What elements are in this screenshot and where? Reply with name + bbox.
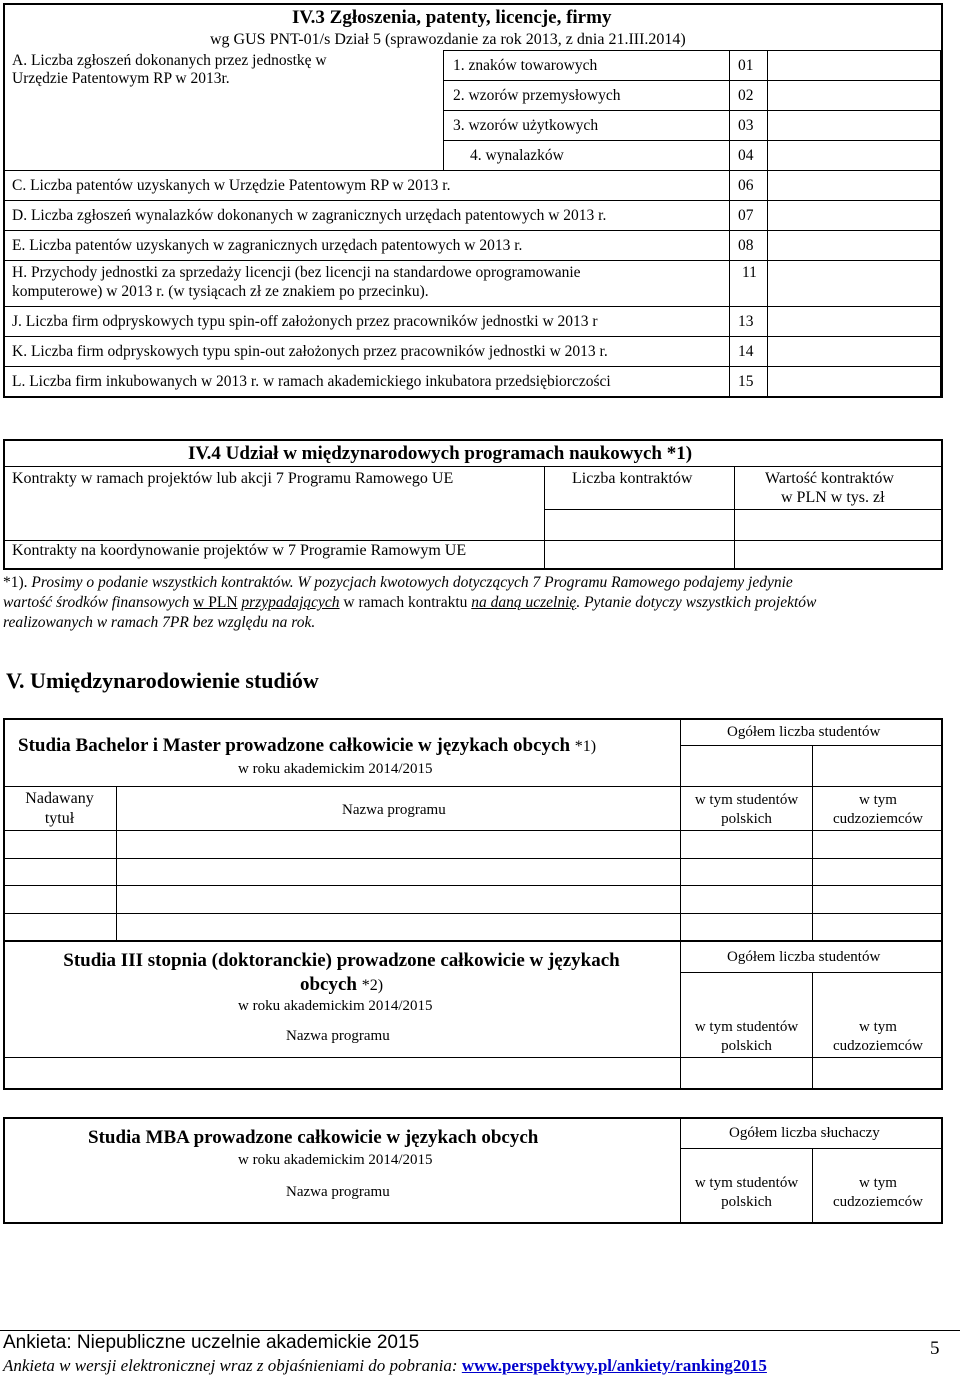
footer-note-text: Ankieta w wersji elektronicznej wraz z objaśnieniami do pobrania: bbox=[3, 1356, 458, 1375]
section-iv3-subtitle: wg GUS PNT-01/s Dział 5 (sprawozdanie za rok 2013, z dnia 21.III.2014) bbox=[210, 31, 686, 48]
t2-col-foreign: w tym bbox=[859, 1019, 897, 1035]
a-item-3-label: 3. wzorów użytkowych bbox=[453, 117, 599, 134]
footer-link[interactable]: www.perspektywy.pl/ankiety/ranking2015 bbox=[461, 1356, 767, 1375]
iv4-row1-value-input[interactable] bbox=[734, 509, 942, 541]
t1-col-polish-2: polskich bbox=[721, 811, 772, 827]
note-text: Prosimy o podanie wszystkich kontraktów. bbox=[31, 574, 294, 591]
iv4-col-value-unit: w PLN w tys. zł bbox=[781, 489, 885, 506]
row-l-input[interactable] bbox=[767, 366, 941, 398]
row-e-label: E. Liczba patentów uzyskanych w zagranicznych urzędach patentowych w 2013 r. bbox=[12, 237, 523, 254]
t3-subtitle: w roku akademickim 2014/2015 bbox=[238, 1152, 433, 1168]
footer-divider bbox=[0, 1330, 960, 1331]
row-e-input[interactable] bbox=[767, 230, 941, 261]
iv4-row1-count-input[interactable] bbox=[544, 509, 735, 541]
note-text: . Pytanie dotyczy wszystkich projektów bbox=[576, 594, 817, 611]
row-l-code: 15 bbox=[738, 373, 754, 390]
t1-subtitle: w roku akademickim 2014/2015 bbox=[238, 761, 433, 777]
row-c-label: C. Liczba patentów uzyskanych w Urzędzie Patentowym RP w 2013 r. bbox=[12, 177, 451, 194]
a-item-2-code: 02 bbox=[738, 87, 754, 104]
divider bbox=[3, 913, 943, 914]
divider bbox=[3, 786, 943, 787]
t2-total-header: Ogółem liczba studentów bbox=[727, 949, 881, 965]
note-text: w ramach kontraktu bbox=[343, 594, 468, 611]
a-item-1-code: 01 bbox=[738, 57, 754, 74]
t1-col-degree-2: tytuł bbox=[44, 810, 75, 827]
iv4-row2-label: Kontrakty na koordynowanie projektów w 7 Programie Ramowym UE bbox=[12, 542, 467, 559]
note-text: przypadających bbox=[241, 594, 340, 611]
t2-title-2 bbox=[3, 974, 680, 997]
row-j-label: J. Liczba firm odpryskowych typu spin-off założonych przez pracowników jednostki w 2013 r bbox=[12, 313, 598, 330]
section-iv3-title: IV.3 Zgłoszenia, patenty, licencje, firmy bbox=[292, 7, 612, 28]
t3-col-program: Nazwa programu bbox=[286, 1184, 390, 1200]
row-h-code: 11 bbox=[742, 264, 757, 281]
t2-col-program: Nazwa programu bbox=[286, 1028, 390, 1044]
t1-title-mark: *1) bbox=[574, 738, 597, 755]
divider bbox=[3, 466, 943, 467]
t2-col-foreign-2: cudzoziemców bbox=[833, 1038, 923, 1054]
a-item-4-label: 4. wynalazków bbox=[470, 147, 564, 164]
t1-title-text: Studia Bachelor i Master prowadzone całkowicie w językach obcych bbox=[18, 735, 571, 756]
footer-title: Ankieta: Niepubliczne uczelnie akademickie 2015 bbox=[3, 1332, 420, 1353]
row-h-label: H. Przychody jednostki za sprzedaży licencji (bez licencji na standardowe oprogramowanie bbox=[12, 264, 581, 281]
divider bbox=[3, 830, 943, 831]
iv4-row1-label: Kontrakty w ramach projektów lub akcji 7 Programu Ramowego UE bbox=[12, 470, 454, 487]
divider bbox=[3, 1057, 943, 1058]
row-c-input[interactable] bbox=[767, 170, 941, 201]
t3-col-polish: w tym studentów bbox=[694, 1175, 799, 1191]
note-marker: *1). bbox=[3, 574, 28, 591]
row-l-label: L. Liczba firm inkubowanych w 2013 r. w ramach akademickiego inkubatora przedsiębiorczości bbox=[12, 373, 611, 390]
iv4-col-count: Liczba kontraktów bbox=[572, 470, 693, 487]
row-d-label: D. Liczba zgłoszeń wynalazków dokonanych w zagranicznych urzędach patentowych w 2013 r. bbox=[12, 207, 607, 224]
t1-col-polish: w tym studentów bbox=[694, 792, 799, 808]
row-h-label-2: komputerowe) w 2013 r. (w tysiącach zł ze znakiem po przecinku). bbox=[12, 283, 429, 300]
iv4-note bbox=[3, 573, 953, 633]
t3-col-polish-2: polskich bbox=[721, 1194, 772, 1210]
row-d-input[interactable] bbox=[767, 200, 941, 231]
a-item-4-code: 04 bbox=[738, 147, 754, 164]
t2-title-text: obcych bbox=[299, 974, 357, 995]
item-a-label: A. Liczba zgłoszeń dokonanych przez jednostkę w bbox=[12, 52, 327, 69]
row-h-input[interactable] bbox=[767, 260, 941, 307]
footer-note bbox=[3, 1356, 767, 1376]
divider bbox=[680, 942, 681, 1090]
note-text: W pozycjach kwotowych dotyczących 7 Programu Ramowego podajemy jedynie bbox=[297, 574, 793, 591]
t2-col-polish-2: polskich bbox=[721, 1038, 772, 1054]
item-a-label-2: Urzędzie Patentowym RP w 2013r. bbox=[12, 70, 230, 87]
t3-col-foreign: w tym bbox=[859, 1175, 897, 1191]
iv4-col-value: Wartość kontraktów bbox=[765, 470, 894, 487]
a-item-3-input[interactable] bbox=[767, 110, 941, 141]
a-item-1-input[interactable] bbox=[767, 50, 941, 81]
divider bbox=[3, 540, 545, 541]
section-v-title: V. Umiędzynarodowienie studiów bbox=[6, 668, 319, 693]
a-item-3-code: 03 bbox=[738, 117, 754, 134]
t1-col-program: Nazwa programu bbox=[342, 802, 446, 818]
row-k-input[interactable] bbox=[767, 336, 941, 367]
divider bbox=[3, 858, 943, 859]
page-number: 5 bbox=[930, 1338, 940, 1359]
a-item-2-input[interactable] bbox=[767, 80, 941, 111]
t1-col-degree: Nadawany bbox=[25, 790, 94, 807]
row-j-code: 13 bbox=[738, 313, 754, 330]
note-text: wartość środków finansowych bbox=[3, 594, 190, 611]
iv4-row2-value-input[interactable] bbox=[734, 540, 942, 570]
t2-title-mark: *2) bbox=[361, 977, 384, 994]
iv4-row2-count-input[interactable] bbox=[544, 540, 735, 570]
t3-title: Studia MBA prowadzone całkowicie w językach obcych bbox=[88, 1127, 539, 1148]
a-item-4-input[interactable] bbox=[767, 140, 941, 171]
t1-total-header: Ogółem liczba studentów bbox=[727, 724, 881, 740]
note-text: realizowanych w ramach 7PR bez względu na rok. bbox=[3, 614, 316, 631]
section-iv4-title: IV.4 Udział w międzynarodowych programach naukowych *1) bbox=[188, 443, 693, 464]
row-k-code: 14 bbox=[738, 343, 754, 360]
t2-title: Studia III stopnia (doktoranckie) prowadzone całkowicie w językach bbox=[63, 950, 620, 971]
divider bbox=[3, 885, 943, 886]
t1-title bbox=[18, 735, 596, 758]
row-d-code: 07 bbox=[738, 207, 754, 224]
t3-total-header: Ogółem liczba słuchaczy bbox=[729, 1125, 880, 1141]
a-item-2-label: 2. wzorów przemysłowych bbox=[453, 87, 621, 104]
a-item-1-label: 1. znaków towarowych bbox=[453, 57, 598, 74]
t2-col-polish: w tym studentów bbox=[694, 1019, 799, 1035]
row-j-input[interactable] bbox=[767, 306, 941, 337]
t1-col-foreign: w tym bbox=[859, 792, 897, 808]
t2-subtitle: w roku akademickim 2014/2015 bbox=[238, 998, 433, 1014]
note-text: w PLN bbox=[193, 594, 238, 611]
row-c-code: 06 bbox=[738, 177, 754, 194]
t1-col-foreign-2: cudzoziemców bbox=[833, 811, 923, 827]
row-k-label: K. Liczba firm odpryskowych typu spin-out założonych przez pracowników jednostki w 2013 r. bbox=[12, 343, 608, 360]
row-e-code: 08 bbox=[738, 237, 754, 254]
note-text: na daną uczelnię bbox=[471, 594, 577, 611]
divider bbox=[116, 786, 117, 942]
t3-col-foreign-2: cudzoziemców bbox=[833, 1194, 923, 1210]
